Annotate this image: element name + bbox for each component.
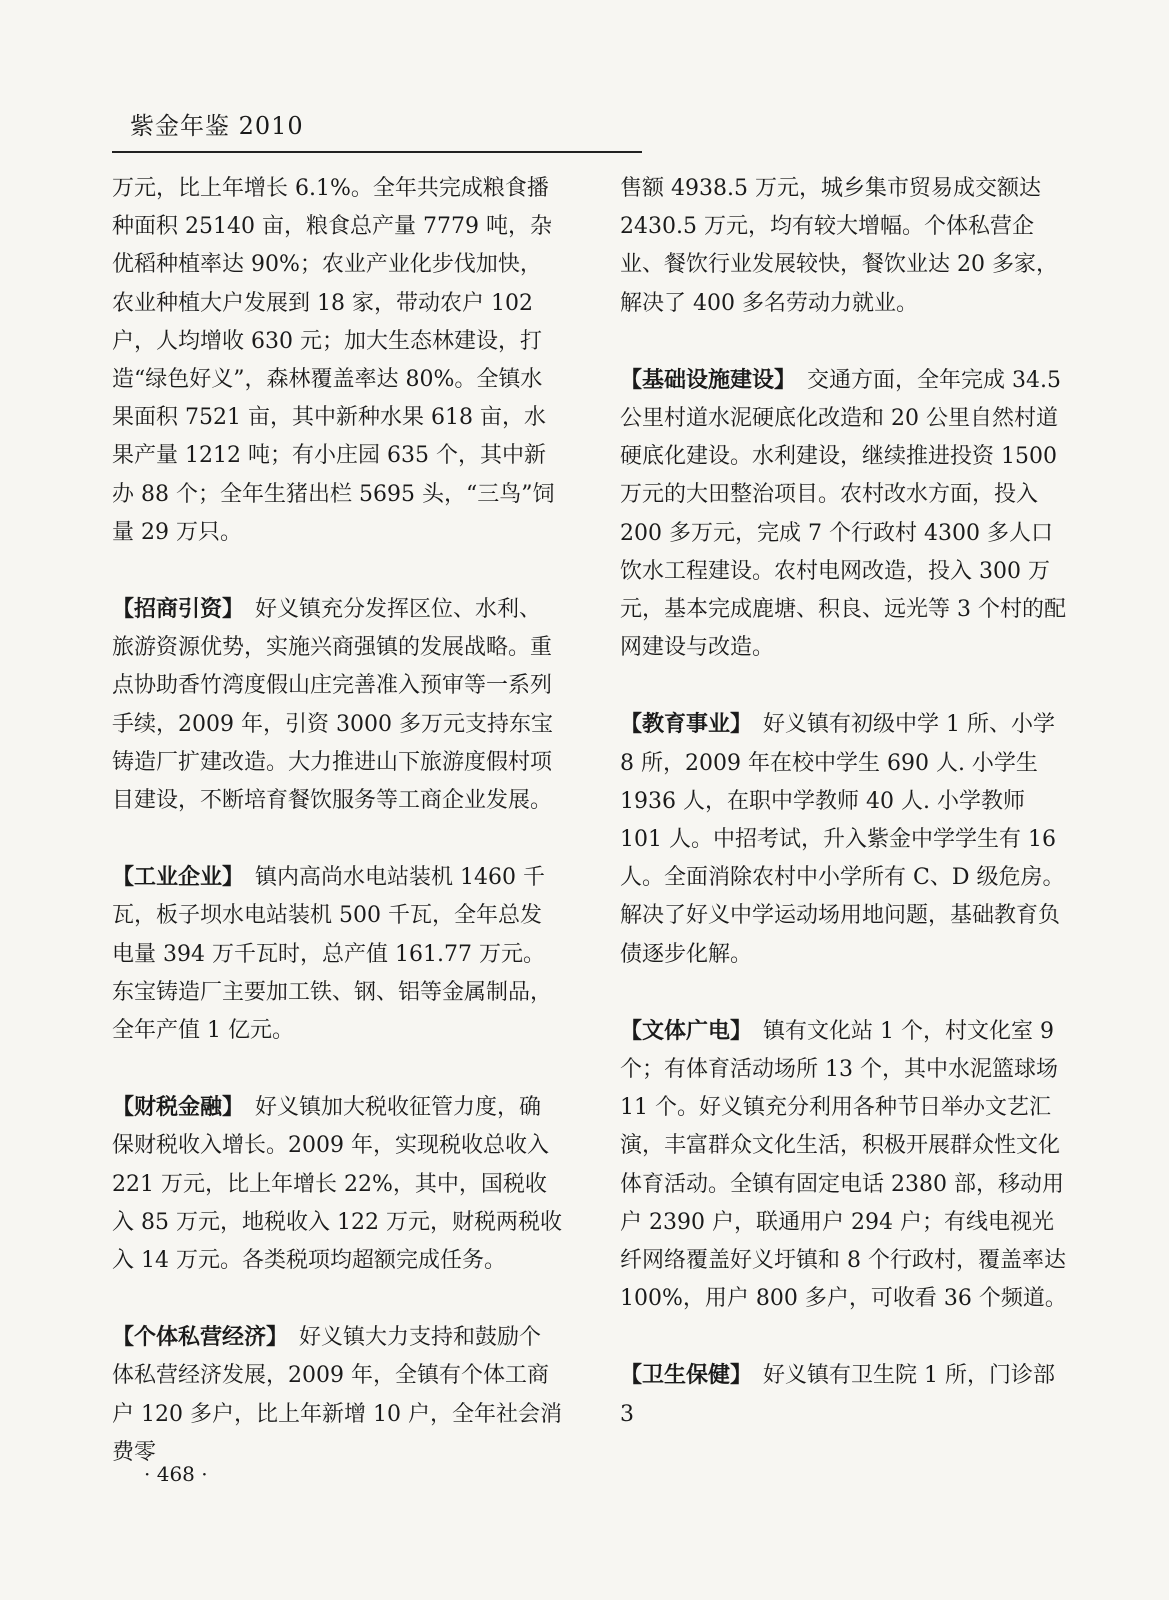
section-body: 好义镇有初级中学 1 所、小学 8 所，2009 年在校中学生 690 人. 小学生 1936 人，在职中学教师 40 人. 小学教师 101 人。中招考试，升入紫金中学学生有 16 人。全面消除农村中小学所有 C、D 级危房。解决了好义中学运动场用地问题，基础教育负债逐步化解。 (620, 712, 1065, 967)
section-body: 镇内高尚水电站装机 1460 千瓦，板子坝水电站装机 500 千瓦，全年总发电量 394 万千瓦时，总产值 161.77 万元。东宝铸造厂主要加工铁、钢、铝等金属制品，全年产值 1 亿元。 (112, 865, 553, 1044)
section-body: 好义镇大力支持和鼓励个体私营经济发展，2009 年，全镇有个体工商户 120 多户，比上年新增 10 户，全年社会消费零 (112, 1325, 562, 1465)
section-body: 售额 4938.5 万元，城乡集市贸易成交额达 2430.5 万元，均有较大增幅。个体私营企业、餐饮行业发展较快，餐饮业达 20 多家，解决了 400 多名劳动力就业。 (620, 176, 1058, 316)
section-private-economy-continued (620, 170, 1070, 323)
section-title: 【基础设施建设】 (620, 367, 786, 393)
section-body: 交通方面，全年完成 34.5 公里村道水泥硬底化改造和 20 公里自然村道硬底化建设。水利建设，继续推进投资 1500 万元的大田整治项目。农村改水方面，投入 200 多万元，完成 7 个行政村 4300 多人口饮水工程建设。农村电网改造，投入 300 万元，基本完成鹿塘、积良、远光等 3 个村的配网建设与改造。 (620, 367, 1066, 661)
section-title: 【教育事业】 (620, 712, 742, 738)
section-infrastructure (620, 362, 1070, 668)
left-column (112, 170, 562, 1472)
page-number: · 468 · (144, 1462, 208, 1486)
section-culture-sports (620, 1013, 1070, 1319)
running-header: 紫金年鉴 2010 (130, 112, 304, 140)
section-body: 好义镇有卫生院 1 所，门诊部 3 (620, 1363, 1055, 1427)
header-rule (112, 151, 642, 153)
section-industry (112, 859, 562, 1050)
section-body: 好义镇充分发挥区位、水利、旅游资源优势，实施兴商强镇的发展战略。重点协助香竹湾度假山庄完善准入预审等一系列手续，2009 年，引资 3000 多万元支持东宝铸造厂扩建改造。大力推进山下旅游度假村项目建设，不断培育餐饮服务等工商企业发展。 (112, 597, 553, 814)
section-title: 【招商引资】 (112, 597, 234, 623)
section-body: 万元，比上年增长 6.1%。全年共完成粮食播种面积 25140 亩，粮食总产量 7779 吨，杂优稻种植率达 90%；农业产业化步伐加快，农业种植大户发展到 18 家，带动农户 102 户，人均增收 630 元；加大生态林建设，打造“绿色好义”，森林覆盖率达 80%。全镇水果面积 7521 亩，其中新种水果 618 亩，水果产量 1212 吨；有小庄园 635 个，其中新办 88 个；全年生猪出栏 5695 头，“三鸟”饲量 29 万只。 (112, 176, 555, 545)
section-finance (112, 1089, 562, 1280)
section-title: 【财税金融】 (112, 1095, 234, 1121)
section-title: 【个体私营经济】 (112, 1325, 278, 1351)
section-title: 【工业企业】 (112, 865, 234, 891)
section-title: 【文体广电】 (620, 1018, 742, 1044)
section-health (620, 1357, 1070, 1433)
section-body: 镇有文化站 1 个，村文化室 9 个；有体育活动场所 13 个，其中水泥篮球场 11 个。好义镇充分利用各种节日举办文艺汇演，丰富群众文化生活，积极开展群众性文化体育活动。全镇有固定电话 2380 部，移动用户 2390 户，联通用户 294 户；有线电视光纤网络覆盖好义圩镇和 8 个行政村，覆盖率达 100%，用户 800 多户，可收看 36 个频道。 (620, 1018, 1067, 1312)
section-title: 【卫生保健】 (620, 1363, 742, 1389)
right-column (620, 170, 1070, 1434)
section-private-economy (112, 1319, 562, 1472)
section-education (620, 706, 1070, 973)
section-agriculture-continued (112, 170, 562, 552)
section-investment (112, 591, 562, 820)
section-body: 好义镇加大税收征管力度，确保财税收入增长。2009 年，实现税收总收入 221 万元，比上年增长 22%，其中，国税收入 85 万元，地税收入 122 万元，财税两税收入 14 万元。各类税项均超额完成任务。 (112, 1095, 562, 1274)
